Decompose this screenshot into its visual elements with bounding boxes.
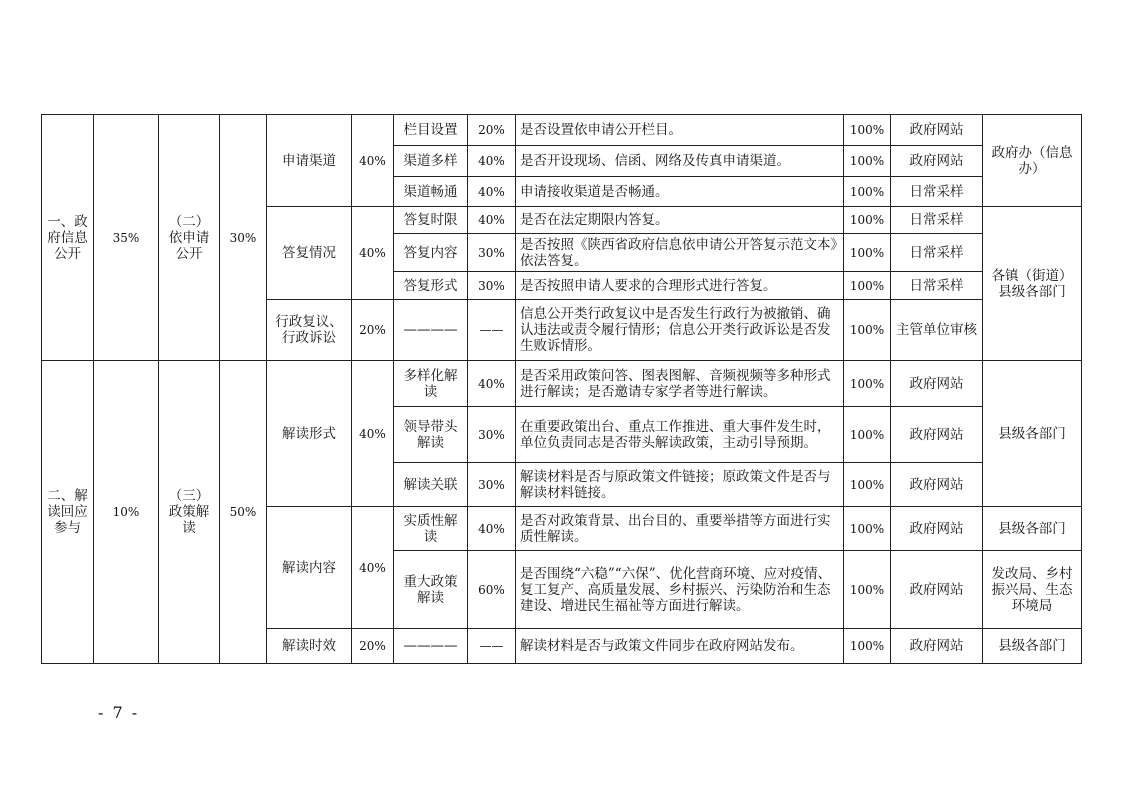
- item-score: 100%: [844, 115, 891, 146]
- item-score: 100%: [844, 463, 891, 507]
- category-weight: 10%: [94, 361, 159, 664]
- item-weight: 40%: [468, 207, 516, 234]
- item-method: 政府网站: [891, 361, 983, 407]
- group-weight: 40%: [352, 361, 394, 507]
- item-name: 答复形式: [394, 272, 468, 300]
- item-method: 政府网站: [891, 146, 983, 177]
- responsible-unit: 各镇（街道）县级各部门: [983, 207, 1082, 361]
- item-description: 解读材料是否与原政策文件链接；原政策文件是否与解读材料链接。: [516, 463, 844, 507]
- item-method: 日常采样: [891, 207, 983, 234]
- item-name: ————: [394, 300, 468, 361]
- item-score: 100%: [844, 177, 891, 207]
- item-score: 100%: [844, 629, 891, 664]
- group-weight: 20%: [352, 300, 394, 361]
- item-description: 解读材料是否与政策文件同步在政府网站发布。: [516, 629, 844, 664]
- table-row: [42, 115, 1082, 146]
- item-weight: 30%: [468, 272, 516, 300]
- item-name: 答复时限: [394, 207, 468, 234]
- item-description: 是否采用政策问答、图表图解、音频视频等多种形式进行解读；是否邀请专家学者等进行解读。: [516, 361, 844, 407]
- item-name: 栏目设置: [394, 115, 468, 146]
- item-method: 政府网站: [891, 407, 983, 463]
- item-score: 100%: [844, 272, 891, 300]
- item-score: 100%: [844, 507, 891, 551]
- item-weight: 30%: [468, 234, 516, 272]
- item-weight: 60%: [468, 551, 516, 629]
- item-method: 政府网站: [891, 507, 983, 551]
- group-name: 解读内容: [267, 507, 352, 629]
- item-weight: 30%: [468, 407, 516, 463]
- item-method: 政府网站: [891, 629, 983, 664]
- item-description: 是否围绕“六稳”“六保”、优化营商环境、应对疫情、复工复产、高质量发展、乡村振兴、污染防治和生态建设、增进民生福祉等方面进行解读。: [516, 551, 844, 629]
- item-name: 答复内容: [394, 234, 468, 272]
- item-name: 领导带头解读: [394, 407, 468, 463]
- group-weight: 40%: [352, 507, 394, 629]
- item-weight: 20%: [468, 115, 516, 146]
- item-name: 多样化解读: [394, 361, 468, 407]
- group-weight: 20%: [352, 629, 394, 664]
- group-weight: 40%: [352, 115, 394, 207]
- item-score: 100%: [844, 551, 891, 629]
- category-weight: 35%: [94, 115, 159, 361]
- item-name: 重大政策解读: [394, 551, 468, 629]
- item-weight: ——: [468, 300, 516, 361]
- category-cell: 二、解读回应参与: [42, 361, 94, 664]
- item-weight: 40%: [468, 361, 516, 407]
- responsible-unit: 县级各部门: [983, 361, 1082, 507]
- item-name: 渠道畅通: [394, 177, 468, 207]
- item-description: 是否按照申请人要求的合理形式进行答复。: [516, 272, 844, 300]
- item-weight: 40%: [468, 177, 516, 207]
- item-weight: 30%: [468, 463, 516, 507]
- responsible-unit: 发改局、乡村振兴局、生态环境局: [983, 551, 1082, 629]
- item-name: 实质性解读: [394, 507, 468, 551]
- category-cell: 一、政府信息公开: [42, 115, 94, 361]
- item-description: 信息公开类行政复议中是否发生行政行为被撤销、确认违法或责令履行情形；信息公开类行政诉讼是否发生败诉情形。: [516, 300, 844, 361]
- item-method: 政府网站: [891, 463, 983, 507]
- item-weight: 40%: [468, 507, 516, 551]
- item-description: 是否按照《陕西省政府信息依申请公开答复示范文本》依法答复。: [516, 234, 844, 272]
- item-description: 是否对政策背景、出台目的、重要举措等方面进行实质性解读。: [516, 507, 844, 551]
- item-method: 日常采样: [891, 234, 983, 272]
- item-score: 100%: [844, 407, 891, 463]
- subcategory-cell: （三）政策解读: [159, 361, 220, 664]
- item-name: 渠道多样: [394, 146, 468, 177]
- page-number: - 7 -: [98, 703, 140, 722]
- item-score: 100%: [844, 361, 891, 407]
- item-description: 在重要政策出台、重点工作推进、重大事件发生时，单位负责同志是否带头解读政策，主动引导预期。: [516, 407, 844, 463]
- evaluation-table: [41, 114, 1082, 664]
- item-score: 100%: [844, 234, 891, 272]
- responsible-unit: 县级各部门: [983, 629, 1082, 664]
- item-method: 日常采样: [891, 177, 983, 207]
- item-name: 解读关联: [394, 463, 468, 507]
- subcategory-weight: 50%: [220, 361, 267, 664]
- item-description: 是否在法定期限内答复。: [516, 207, 844, 234]
- group-weight: 40%: [352, 207, 394, 300]
- item-score: 100%: [844, 207, 891, 234]
- subcategory-weight: 30%: [220, 115, 267, 361]
- group-name: 行政复议、行政诉讼: [267, 300, 352, 361]
- item-method: 主管单位审核: [891, 300, 983, 361]
- subcategory-cell: （二）依申请公开: [159, 115, 220, 361]
- responsible-unit: 县级各部门: [983, 507, 1082, 551]
- responsible-unit: 政府办（信息办）: [983, 115, 1082, 207]
- group-name: 解读形式: [267, 361, 352, 507]
- item-name: ————: [394, 629, 468, 664]
- item-weight: ——: [468, 629, 516, 664]
- group-name: 答复情况: [267, 207, 352, 300]
- item-description: 申请接收渠道是否畅通。: [516, 177, 844, 207]
- table-row: [42, 361, 1082, 407]
- item-method: 日常采样: [891, 272, 983, 300]
- item-method: 政府网站: [891, 115, 983, 146]
- group-name: 申请渠道: [267, 115, 352, 207]
- item-description: 是否开设现场、信函、网络及传真申请渠道。: [516, 146, 844, 177]
- item-method: 政府网站: [891, 551, 983, 629]
- group-name: 解读时效: [267, 629, 352, 664]
- item-description: 是否设置依申请公开栏目。: [516, 115, 844, 146]
- item-score: 100%: [844, 146, 891, 177]
- item-weight: 40%: [468, 146, 516, 177]
- item-score: 100%: [844, 300, 891, 361]
